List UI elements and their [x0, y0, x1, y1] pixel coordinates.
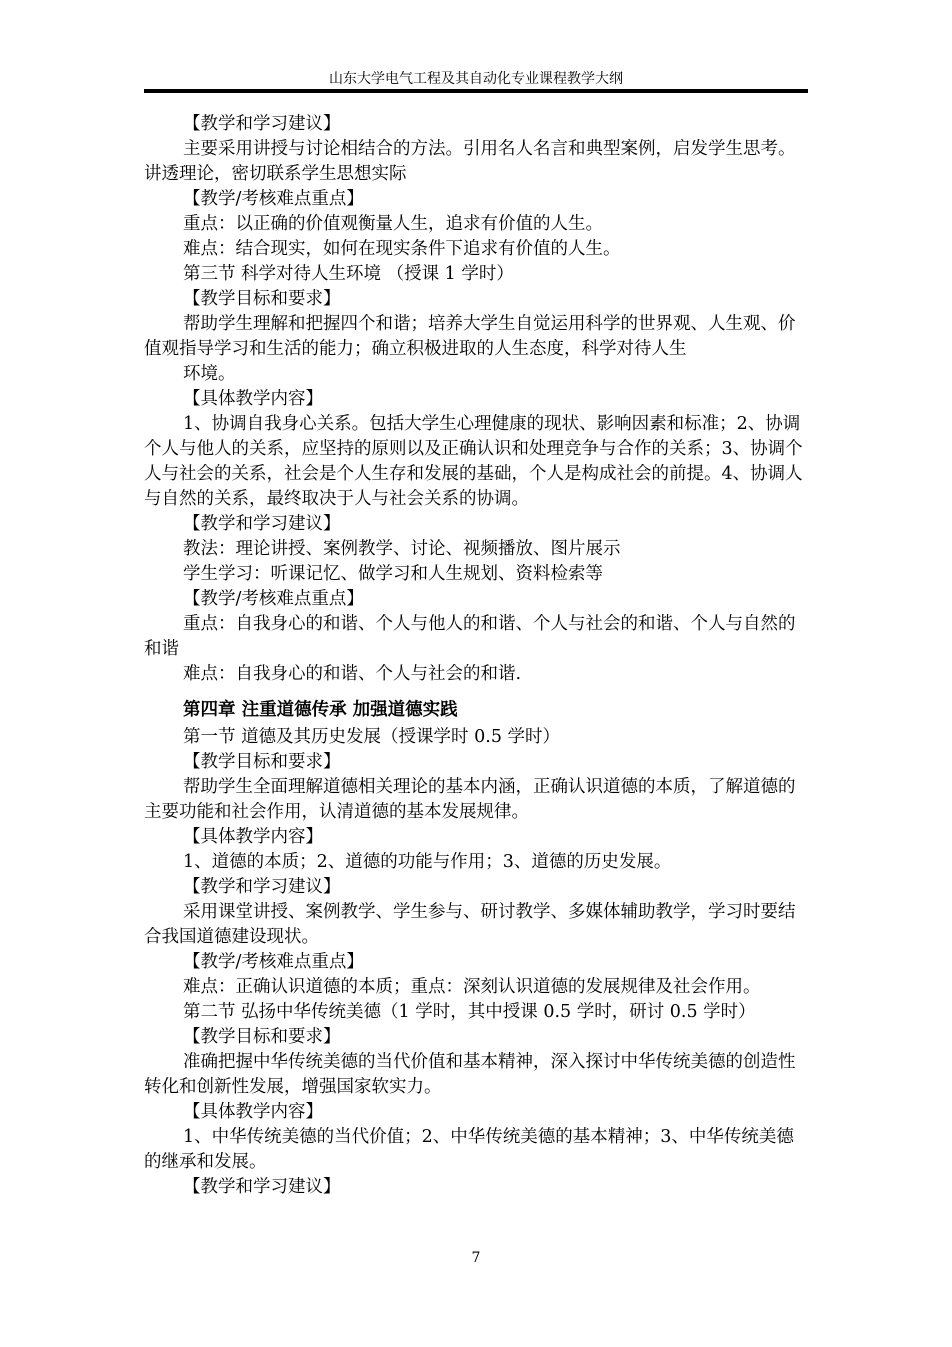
section-heading: 【教学/考核难点重点】 [183, 952, 364, 972]
paragraph: 帮助学生理解和把握四个和谐；培养大学生自觉运用科学的世界观、人生观、价值观指导学习和生活的能力；确立积极进取的人生态度，科学对待人生 [144, 314, 796, 359]
paragraph: 教法：理论讲授、案例教学、讨论、视频播放、图片展示 [183, 539, 621, 559]
section-heading: 【教学/考核难点重点】 [183, 589, 364, 609]
section-heading: 【教学/考核难点重点】 [183, 189, 364, 209]
running-header: 山东大学电气工程及其自动化专业课程教学大纲 [329, 71, 623, 87]
paragraph: 重点：以正确的价值观衡量人生，追求有价值的人生。 [183, 214, 603, 234]
section-title: 第三节 科学对待人生环境 （授课 1 学时） [183, 264, 514, 284]
section-heading: 【教学和学习建议】 [183, 114, 341, 134]
paragraph: 1、协调自我身心关系。包括大学生心理健康的现状、影响因素和标准；2、协调个人与他人的关系，应坚持的原则以及正确认识和处理竞争与合作的关系；3、协调个人与社会的关系，社会是个人生存和发展的基础，个人是构成社会的前提。4、协调人与自然的关系，最终取决于人与社会关系的协调。 [144, 414, 803, 509]
section-heading: 【具体教学内容】 [183, 1102, 323, 1122]
section-heading: 【教学和学习建议】 [183, 514, 341, 534]
section-title: 第二节 弘扬中华传统美德（1 学时，其中授课 0.5 学时，研讨 0.5 学时） [183, 1002, 756, 1022]
paragraph: 1、中华传统美德的当代价值；2、中华传统美德的基本精神；3、中华传统美德的继承和发展。 [144, 1127, 794, 1172]
paragraph: 难点：结合现实，如何在现实条件下追求有价值的人生。 [183, 239, 621, 259]
paragraph: 1、道德的本质；2、道德的功能与作用；3、道德的历史发展。 [183, 852, 672, 872]
paragraph: 主要采用讲授与讨论相结合的方法。引用名人名言和典型案例，启发学生思考。讲透理论，密切联系学生思想实际 [144, 139, 796, 184]
section-heading: 【具体教学内容】 [183, 389, 323, 409]
section-heading: 【具体教学内容】 [183, 827, 323, 847]
paragraph: 学生学习：听课记忆、做学习和人生规划、资料检索等 [183, 564, 603, 584]
body-text [144, 112, 804, 1200]
page-number: 7 [471, 1250, 481, 1266]
paragraph: 采用课堂讲授、案例教学、学生参与、研讨教学、多媒体辅助教学，学习时要结合我国道德建设现状。 [144, 902, 796, 947]
paragraph: 帮助学生全面理解道德相关理论的基本内涵，正确认识道德的本质，了解道德的主要功能和社会作用，认清道德的基本发展规律。 [144, 777, 796, 822]
section-heading: 【教学目标和要求】 [183, 289, 341, 309]
section-heading: 【教学和学习建议】 [183, 1177, 341, 1197]
paragraph: 准确把握中华传统美德的当代价值和基本精神，深入探讨中华传统美德的创造性转化和创新性发展，增强国家软实力。 [144, 1052, 796, 1097]
section-heading: 【教学目标和要求】 [183, 1027, 341, 1047]
header-rule [144, 89, 808, 93]
paragraph: 环境。 [183, 364, 236, 384]
paragraph: 难点：正确认识道德的本质；重点：深刻认识道德的发展规律及社会作用。 [183, 977, 761, 997]
paragraph: 难点：自我身心的和谐、个人与社会的和谐. [183, 664, 522, 684]
paragraph: 重点：自我身心的和谐、个人与他人的和谐、个人与社会的和谐、个人与自然的和谐 [144, 614, 796, 659]
section-heading: 【教学和学习建议】 [183, 877, 341, 897]
section-heading: 【教学目标和要求】 [183, 752, 341, 772]
chapter-title: 第四章 注重道德传承 加强道德实践 [183, 700, 458, 720]
section-title: 第一节 道德及其历史发展（授课学时 0.5 学时） [183, 727, 561, 747]
